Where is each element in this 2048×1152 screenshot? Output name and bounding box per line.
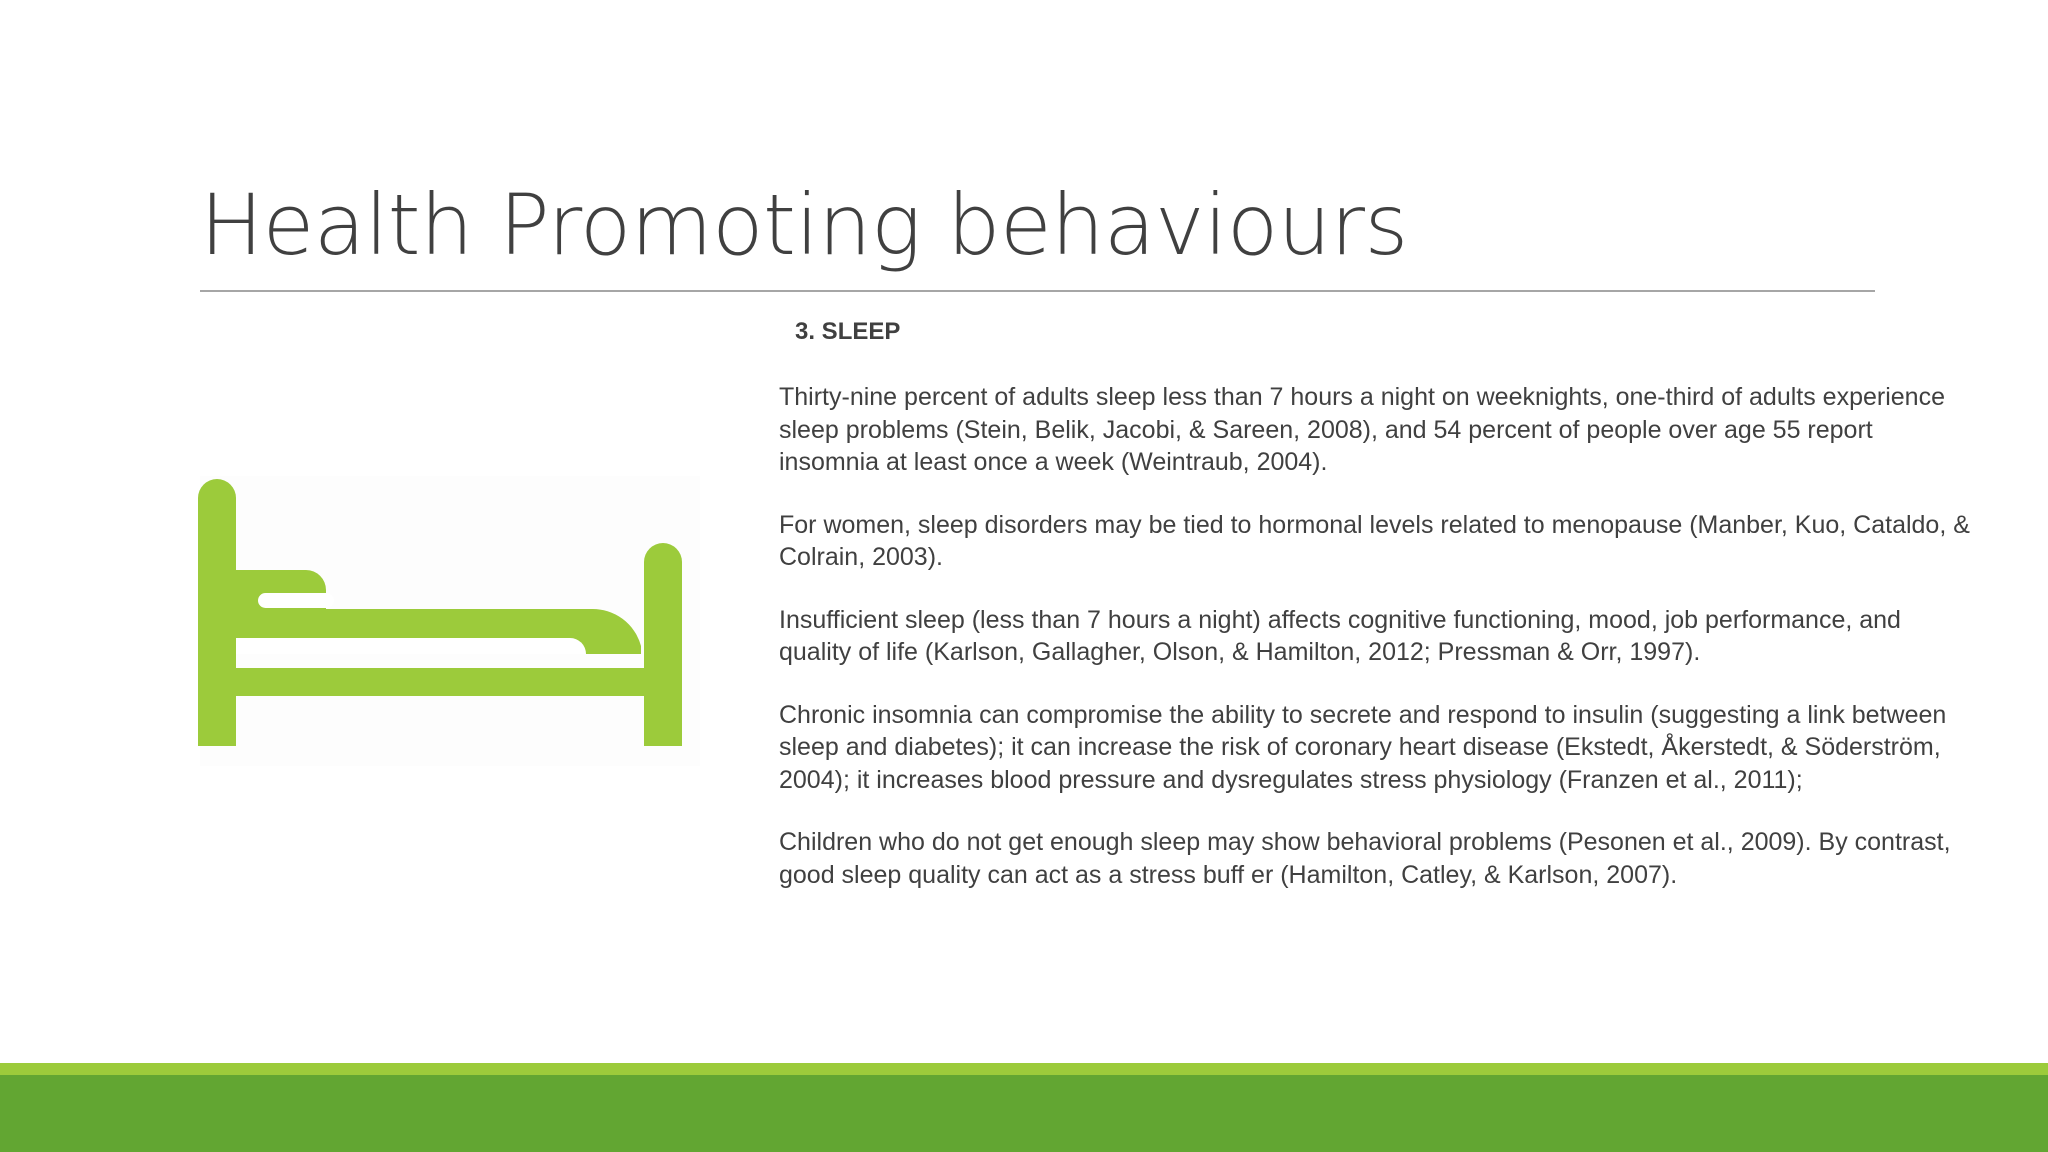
section-heading: 3. SLEEP bbox=[795, 318, 901, 345]
footer-accent-bar bbox=[0, 1063, 2048, 1075]
paragraph-sleep-stats: Thirty-nine percent of adults sleep less than 7 hours a night on weeknights, one-third of adults experience sleep problems (Stein, Belik, Jacobi, & Sareen, 2008), and 54 percent of people over age 55 report insomnia at least once a week (Weintraub, 2004). bbox=[779, 383, 1945, 476]
slide-title: Health Promoting behaviours bbox=[200, 176, 1408, 274]
paragraph-women: For women, sleep disorders may be tied to hormonal levels related to menopause (Manber, Kuo, Cataldo, & Colrain, 2003). bbox=[779, 510, 1970, 571]
paragraph-chronic-insomnia: Chronic insomnia can compromise the ability to secrete and respond to insulin (suggesting a link between sleep and diabetes); it can increase the risk of coronary heart disease (Ekstedt, Åkerstedt, & Söderström, 2004); it increases blood pressure and dysregulates stress physiology (Franzen et al., 2011); bbox=[779, 700, 1947, 794]
title-divider bbox=[200, 290, 1875, 292]
slide-content bbox=[779, 312, 1979, 921]
sheet-highlight bbox=[236, 638, 586, 654]
paragraph-insufficient-sleep: Insufficient sleep (less than 7 hours a night) affects cognitive functioning, mood, job performance, and quality of life (Karlson, Gallagher, Olson, & Hamilton, 2012; Pressman & Orr, 1997). bbox=[779, 605, 1901, 666]
bed-icon bbox=[198, 478, 684, 748]
bed-icon-shape bbox=[198, 479, 682, 746]
footer-bar bbox=[0, 1075, 2048, 1152]
pillow-highlight bbox=[258, 593, 334, 608]
paragraph-children: Children who do not get enough sleep may show behavioral problems (Pesonen et al., 2009). By contrast, good sleep quality can act as a stress buff er (Hamilton, Catley, & Karlson, 2007). bbox=[779, 828, 1951, 889]
